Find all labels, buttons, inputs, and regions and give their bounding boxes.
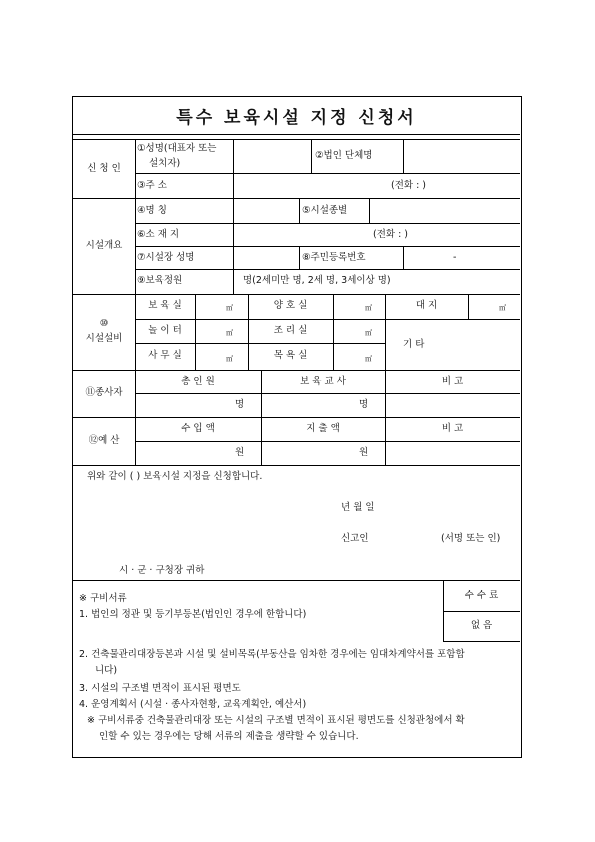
equipment-other-label: 기 타 [403,339,425,350]
budget-expense-unit: 원 [359,447,369,458]
col-divider [233,173,234,198]
declaration-sign: (서명 또는 인) [441,533,501,544]
facility-type-label: ⑤시설종별 [302,205,348,216]
row-divider [73,417,520,418]
equipment-label: 놀 이 터 [148,325,182,336]
staff-teacher-label: 보 육 교 사 [300,376,346,387]
row-divider [73,580,520,581]
documents-header: ※ 구비서류 [79,593,127,604]
document-item: 4. 운영계획서 (시설 · 종사자현황, 교육계획안, 예산서) [79,699,307,710]
documents-note-line1: ※ 구비서류중 건축물관리대장 또는 시설의 구조별 면적이 표시된 평면도를 신청관청에서 확 [87,715,465,726]
document-item: 1. 법인의 정관 및 등기부등본(법인인 경우에 한합니다) [79,609,307,620]
col-divider [403,246,404,269]
col-divider [195,294,196,370]
col-divider [311,139,312,174]
address-label: ③주 소 [137,180,167,191]
form-title: 특수 보육시설 지정 신청서 [73,97,520,135]
row-divider [73,139,520,140]
facility-section-label: 시설개요 [85,240,123,251]
declaration-addressee: 시 · 군 · 구청장 귀하 [119,565,205,576]
budget-section-label: ⑫예 산 [88,435,120,446]
application-form [72,96,522,758]
row-divider [135,319,520,320]
staff-total-label: 총 인 원 [181,376,215,387]
equipment-unit: ㎡ [365,329,372,337]
col-divider [369,198,370,223]
equipment-unit: ㎡ [499,304,506,312]
document-item: 니다) [95,665,118,676]
equipment-section-num: ⑩ [99,318,109,329]
capacity-value: 명(2세미만 명, 2세 명, 3세이상 명) [243,275,391,286]
equipment-section-label: 시설설비 [85,333,123,344]
equipment-label: 양 호 실 [273,300,308,311]
capacity-label: ⑨보육정원 [137,275,183,286]
address-phone: (전화 : ) [391,180,427,191]
name-label-line1: ①성명(대표자 또는 [137,143,217,154]
facility-name-label: ④명 칭 [137,205,167,216]
row-divider [73,294,520,295]
corp-label: ②법인 단체명 [315,150,373,161]
equipment-label: 보 육 실 [148,300,182,311]
declaration-text: 위와 같이 ( ) 보육시설 지정을 신청합니다. [87,471,263,482]
equipment-label: 대 지 [415,300,438,311]
row-divider [73,370,520,371]
equipment-unit: ㎡ [365,304,372,312]
col-divider [403,139,404,174]
col-divider [233,198,234,294]
row-divider [135,246,520,247]
equipment-label: 조 리 실 [273,325,308,336]
location-phone: (전화 : ) [373,229,409,240]
staff-teacher-unit: 명 [359,399,369,410]
equipment-label: 목 욕 실 [273,350,308,361]
rrn-label: ⑧주민등록번호 [302,252,366,263]
equipment-unit: ㎡ [226,355,233,363]
staff-note-label: 비 고 [441,376,464,387]
equipment-label: 사 무 실 [148,350,182,361]
documents-note-line2: 인할 수 있는 경우에는 당해 서류의 제출을 생략할 수 있습니다. [99,731,359,742]
row-divider [443,611,520,612]
equipment-unit: ㎡ [226,329,233,337]
name-label-line2: 설치자) [149,158,181,169]
document-item: 2. 건축물관리대장등본과 시설 및 설비목록(부동산을 임차한 경우에는 임대차계약서를 포함합 [79,649,465,660]
row-divider [73,198,520,199]
budget-note-label: 비 고 [441,423,464,434]
row-divider [135,343,385,344]
budget-expense-label: 지 출 액 [306,423,340,434]
col-divider [299,198,300,223]
row-divider [135,393,520,394]
row-divider [443,641,520,642]
col-divider [333,294,334,370]
document-item: 3. 시설의 구조별 면적이 표시된 평면도 [79,683,241,694]
head-name-label: ⑦시설장 성명 [137,252,195,263]
row-divider [135,269,520,270]
budget-income-label: 수 입 액 [181,423,215,434]
fee-value: 없 음 [470,620,493,631]
col-divider [233,139,234,174]
staff-total-unit: 명 [235,399,245,410]
row-divider [135,441,520,442]
row-divider [135,223,520,224]
declaration-date: 년 월 일 [341,502,375,513]
col-divider [299,246,300,269]
row-divider [135,173,520,174]
applicant-section-label: 신 청 인 [87,163,121,174]
row-divider [73,465,520,466]
declaration-applicant: 신고인 [341,533,369,544]
equipment-unit: ㎡ [226,304,233,312]
budget-income-unit: 원 [235,447,245,458]
rrn-dash: - [453,252,457,263]
equipment-unit: ㎡ [365,355,372,363]
col-divider [468,294,469,319]
fee-label: 수 수 료 [464,590,499,601]
staff-section-label: ⑪종사자 [85,387,123,398]
location-label: ⑥소 재 지 [137,229,180,240]
